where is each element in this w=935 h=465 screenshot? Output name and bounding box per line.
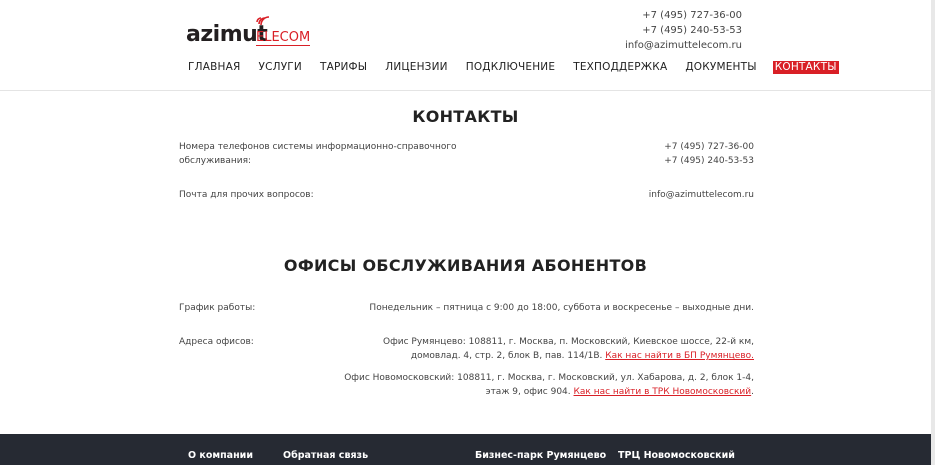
header-contacts xyxy=(625,8,742,53)
nav-item-connection[interactable]: ПОДКЛЮЧЕНИЕ xyxy=(465,61,556,73)
signal-icon xyxy=(256,12,272,26)
footer-rumyantsevo[interactable]: Бизнес-парк Румянцево xyxy=(475,450,607,461)
addresses-label: Адреса офисов: xyxy=(179,337,254,347)
office1-map-link[interactable]: Как нас найти в БП Румянцево. xyxy=(605,351,754,361)
schedule-value: Понедельник – пятница с 9:00 до 18:00, суббота и воскресенье – выходные дни. xyxy=(369,303,754,313)
schedule-row xyxy=(179,301,754,315)
email-value[interactable]: info@azimuttelecom.ru xyxy=(648,190,754,200)
phones-label-line2: обслуживания: xyxy=(179,156,252,166)
footer-feedback[interactable]: Обратная связь xyxy=(283,450,369,461)
office1-address-end: домовлад. 4, стр. 2, блок В, пав. 114/1В. xyxy=(410,351,603,361)
main-nav xyxy=(186,61,853,74)
office2-map-link[interactable]: Как нас найти в ТРК Новомосковский xyxy=(573,387,752,397)
addresses-row xyxy=(179,335,754,405)
phones-label-line1: Номера телефонов системы информационно-справочного xyxy=(179,142,457,152)
header-phone-1[interactable]: +7 (495) 727-36-00 xyxy=(642,10,742,21)
office2-tail: . xyxy=(751,387,754,397)
office2-line1: Офис Новомосковский: 108811, г. Москва, г. Московский, ул. Хабарова, д. 2, блок 1-4, xyxy=(344,373,754,383)
schedule-label: График работы: xyxy=(179,303,256,313)
nav-item-licenses[interactable]: ЛИЦЕНЗИИ xyxy=(385,61,448,73)
addresses-value xyxy=(344,335,754,399)
footer-about[interactable]: О компании xyxy=(188,450,253,461)
footer-novomoskovsky[interactable]: ТРЦ Новомосковский xyxy=(618,450,735,461)
office1-line2 xyxy=(344,349,754,363)
nav-item-home[interactable]: ГЛАВНАЯ xyxy=(188,61,241,73)
header-email[interactable]: info@azimuttelecom.ru xyxy=(625,40,742,51)
phones-label xyxy=(179,140,457,168)
office2-address-end: этаж 9, офис 904. xyxy=(485,387,571,397)
phone-1[interactable]: +7 (495) 727-36-00 xyxy=(664,142,754,152)
phones-row xyxy=(179,140,754,170)
logo-text: azimut xyxy=(186,22,268,47)
nav-item-contacts[interactable]: КОНТАКТЫ xyxy=(774,61,837,73)
phones-value xyxy=(664,140,754,168)
email-label: Почта для прочих вопросов: xyxy=(179,190,314,200)
site-logo[interactable] xyxy=(186,12,326,48)
nav-item-support[interactable]: ТЕХПОДДЕРЖКА xyxy=(573,61,668,73)
email-row xyxy=(179,188,754,202)
phone-2[interactable]: +7 (495) 240-53-53 xyxy=(664,156,754,166)
office1-line1: Офис Румянцево: 108811, г. Москва, п. Московский, Киевское шоссе, 22-й км, xyxy=(382,337,754,347)
site-footer xyxy=(0,434,931,465)
nav-item-tariffs[interactable]: ТАРИФЫ xyxy=(319,61,368,73)
nav-item-services[interactable]: УСЛУГИ xyxy=(258,61,302,73)
site-header xyxy=(0,0,931,91)
contacts-title: КОНТАКТЫ xyxy=(412,107,519,126)
offices-title: ОФИСЫ ОБСЛУЖИВАНИЯ АБОНЕНТОВ xyxy=(283,256,648,275)
header-phone-2[interactable]: +7 (495) 240-53-53 xyxy=(642,25,742,36)
nav-item-documents[interactable]: ДОКУМЕНТЫ xyxy=(685,61,757,73)
scrollbar[interactable] xyxy=(931,0,935,465)
logo-subtext: ELECOM xyxy=(256,30,311,45)
office2-line2 xyxy=(344,385,754,399)
